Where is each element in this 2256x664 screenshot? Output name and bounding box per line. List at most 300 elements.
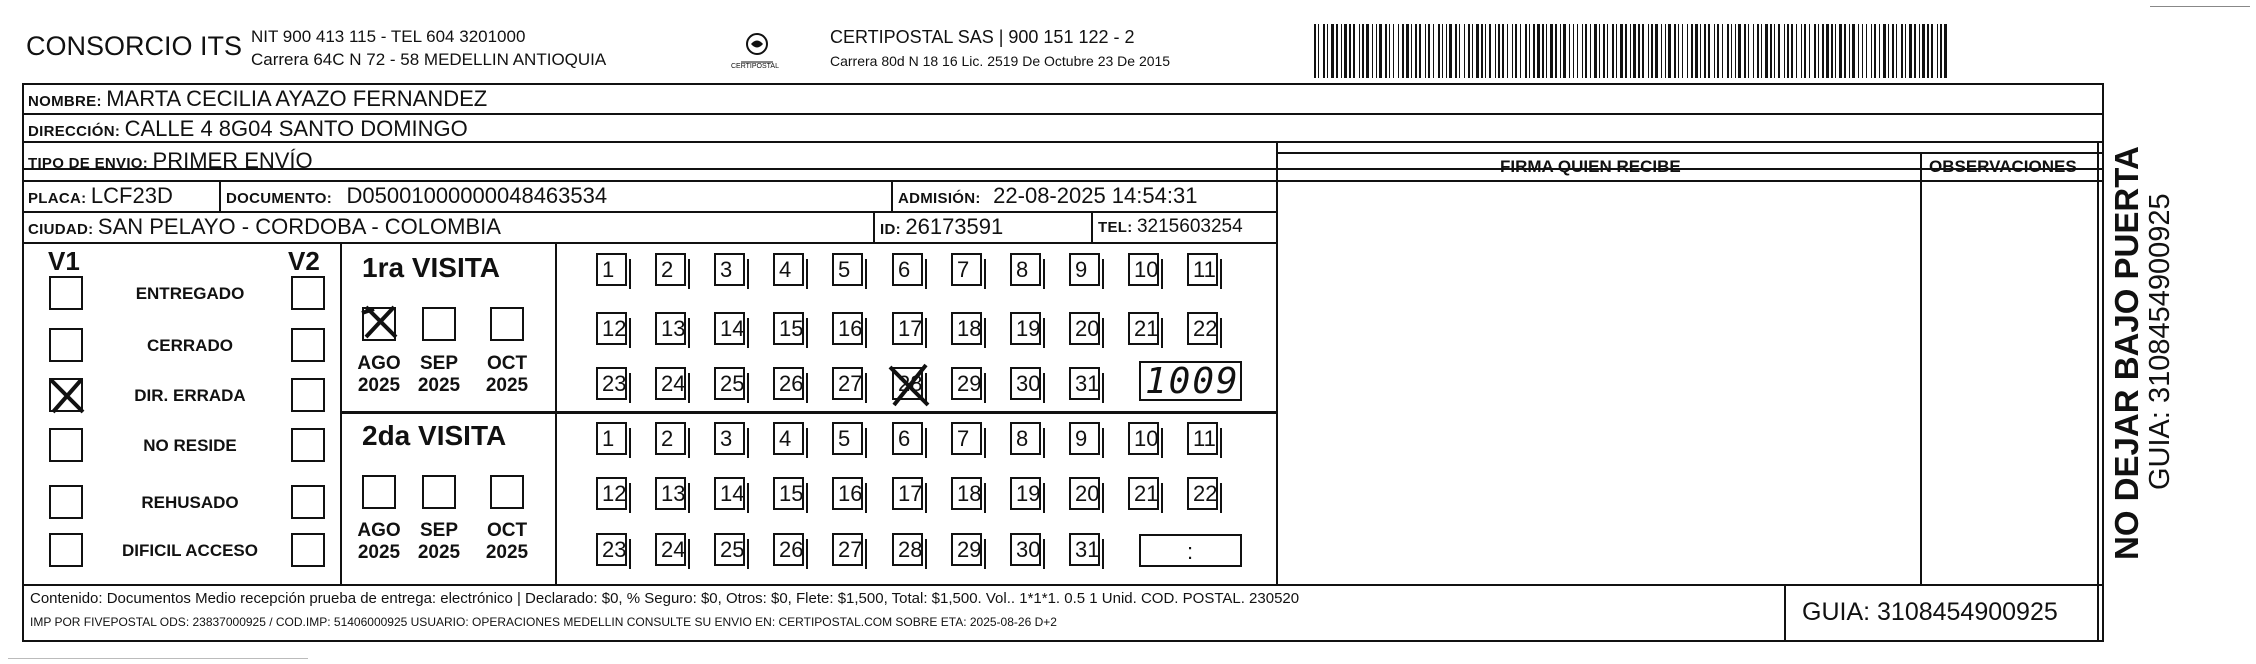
barcode-bar bbox=[1520, 24, 1521, 78]
barcode-bar bbox=[1327, 24, 1328, 78]
barcode-bar bbox=[1801, 24, 1802, 78]
placa-label: PLACA: bbox=[28, 190, 87, 207]
barcode-bar bbox=[1761, 24, 1762, 78]
month-year: 2025 bbox=[485, 541, 529, 563]
barcode-bar bbox=[1537, 24, 1540, 78]
visit2-day-box[interactable]: 3 bbox=[714, 422, 745, 455]
barcode-bar bbox=[1512, 24, 1513, 78]
id-value: 26173591 bbox=[905, 214, 1004, 239]
visit2-day-box[interactable]: 18 bbox=[951, 477, 982, 510]
barcode-bar bbox=[1796, 24, 1797, 78]
direccion-row bbox=[28, 118, 468, 140]
barcode-bar bbox=[1603, 24, 1605, 78]
barcode-bar bbox=[1630, 24, 1631, 78]
barcode-bar bbox=[1502, 24, 1504, 78]
barcode-bar bbox=[1425, 24, 1426, 78]
barcode-bar bbox=[1359, 24, 1360, 78]
barcode-bar bbox=[1638, 24, 1640, 78]
visit1-day-box[interactable]: 7 bbox=[951, 253, 982, 286]
barcode-bar bbox=[1625, 24, 1627, 78]
visit2-day-box[interactable]: 13 bbox=[655, 477, 686, 510]
visit1-day-box[interactable]: 3 bbox=[714, 253, 745, 286]
visit2-day-box[interactable]: 17 bbox=[892, 477, 923, 510]
barcode-bar bbox=[1914, 24, 1916, 78]
v2-checkbox[interactable] bbox=[291, 428, 325, 462]
barcode-bar bbox=[1753, 24, 1754, 78]
barcode-bar bbox=[1849, 24, 1850, 78]
barcode-bar bbox=[1727, 24, 1729, 78]
month-year: 2025 bbox=[357, 374, 401, 396]
footer-guia: GUIA: 3108454900925 bbox=[1802, 598, 2058, 626]
barcode-bar bbox=[1826, 24, 1829, 78]
month-year: 2025 bbox=[417, 374, 461, 396]
status-label: DIR. ERRADA bbox=[134, 386, 246, 405]
barcode-bar bbox=[1616, 24, 1617, 78]
barcode-bar bbox=[1323, 24, 1325, 78]
barcode-bar bbox=[1814, 24, 1816, 78]
barcode-bar bbox=[1700, 24, 1701, 78]
barcode-bar bbox=[1831, 24, 1833, 78]
v2-checkbox[interactable] bbox=[291, 276, 325, 310]
barcode-bar bbox=[1866, 24, 1867, 78]
visit1-month-checkbox-checked[interactable] bbox=[362, 307, 396, 341]
barcode-bar bbox=[1738, 24, 1741, 78]
visit1-day-box[interactable]: 25 bbox=[714, 367, 745, 400]
month-label bbox=[414, 520, 464, 564]
visit1-day-box[interactable]: 23 bbox=[596, 367, 627, 400]
barcode-bar bbox=[1896, 24, 1897, 78]
barcode-bar bbox=[1883, 24, 1886, 78]
barcode-bar bbox=[1411, 24, 1412, 78]
visit1-day-box[interactable]: 12 bbox=[596, 312, 627, 345]
barcode-bar bbox=[1691, 24, 1693, 78]
barcode-bar bbox=[1529, 24, 1530, 78]
visit1-day-box[interactable]: 19 bbox=[1010, 312, 1041, 345]
visit2-day-box[interactable]: 9 bbox=[1069, 422, 1100, 455]
form-frame bbox=[22, 83, 2104, 642]
visit1-day-box[interactable]: 11 bbox=[1187, 253, 1218, 286]
barcode-bar bbox=[1438, 24, 1440, 78]
barcode-bar bbox=[1744, 24, 1746, 78]
visit1-day-box[interactable]: 27 bbox=[832, 367, 863, 400]
barcode-bar bbox=[1787, 24, 1789, 78]
day-cross-mark bbox=[886, 361, 934, 414]
id-row bbox=[880, 216, 1003, 238]
tel-label: TEL: bbox=[1098, 219, 1133, 236]
nombre-label: NOMBRE: bbox=[28, 93, 102, 110]
barcode-bar bbox=[1389, 24, 1390, 78]
barcode-bar bbox=[1835, 24, 1836, 78]
visit2-day-box[interactable]: 5 bbox=[832, 422, 863, 455]
barcode-bar bbox=[1599, 24, 1600, 78]
visit2-day-box[interactable]: 25 bbox=[714, 533, 745, 566]
visit2-month-checkbox[interactable] bbox=[490, 475, 524, 509]
barcode-bar bbox=[1844, 24, 1846, 78]
admision-row bbox=[898, 185, 1197, 207]
documento-value: D05001000000048463534 bbox=[346, 183, 608, 208]
barcode-bar bbox=[1695, 24, 1698, 78]
barcode-bar bbox=[1735, 24, 1736, 78]
barcode-bar bbox=[1353, 24, 1355, 78]
tipo-envio-value: PRIMER ENVÍO bbox=[152, 148, 313, 173]
barcode-bar bbox=[1774, 24, 1775, 78]
month-name: SEP bbox=[419, 520, 459, 541]
visit2-day-box[interactable]: 12 bbox=[596, 477, 627, 510]
barcode-bar bbox=[1455, 24, 1457, 78]
visit1-day-box[interactable]: 13 bbox=[655, 312, 686, 345]
visit2-day-box[interactable]: 29 bbox=[951, 533, 982, 566]
barcode-bar bbox=[1607, 24, 1608, 78]
barcode-bar bbox=[1927, 24, 1929, 78]
footer-content: Contenido: Documentos Medio recepción prueba de entrega: electrónico | Declarado: $0, % Seguro: $0, Otros: $0, Flete: $1,500, Total: $1,500. Vol.. 1*1*1. 0.5 1 Unid. COD. POSTAL. 230520 bbox=[30, 590, 1300, 607]
barcode-bar bbox=[1651, 24, 1653, 78]
barcode-bar bbox=[1341, 24, 1342, 78]
barcode-bar bbox=[1804, 24, 1806, 78]
barcode-bar bbox=[1489, 24, 1491, 78]
barcode-bar bbox=[1791, 24, 1793, 78]
barcode-bar bbox=[1765, 24, 1768, 78]
status-label: NO RESIDE bbox=[143, 436, 237, 455]
visit1-title: 1ra VISITA bbox=[362, 252, 500, 283]
barcode-bar bbox=[1714, 24, 1715, 78]
month-label bbox=[414, 353, 464, 397]
barcode-bar bbox=[1665, 24, 1666, 78]
month-name: AGO bbox=[357, 353, 401, 374]
side-guia bbox=[2146, 110, 2186, 490]
barcode-bar bbox=[1555, 24, 1557, 78]
courier-address: Carrera 80d N 18 16 Lic. 2519 De Octubre 23 De 2015 bbox=[830, 53, 1171, 69]
documento-row bbox=[226, 185, 607, 207]
visit1-day-box[interactable]: 21 bbox=[1128, 312, 1159, 345]
barcode-bar bbox=[1318, 24, 1319, 78]
visit1-day-box[interactable]: 30 bbox=[1010, 367, 1041, 400]
barcode-bar bbox=[1433, 24, 1434, 78]
barcode-bar bbox=[1620, 24, 1623, 78]
nombre-row bbox=[28, 88, 487, 110]
visit1-day-box[interactable]: 22 bbox=[1187, 312, 1218, 345]
firma-header: FIRMA QUIEN RECIBE bbox=[1500, 157, 1681, 176]
direccion-value: CALLE 4 8G04 SANTO DOMINGO bbox=[124, 116, 468, 141]
visit1-day-box[interactable]: 5 bbox=[832, 253, 863, 286]
visit2-day-box[interactable]: 20 bbox=[1069, 477, 1100, 510]
company-name: CONSORCIO ITS bbox=[26, 31, 243, 61]
v1-checkbox[interactable] bbox=[49, 428, 83, 462]
barcode-bar bbox=[1376, 24, 1377, 78]
visit2-day-box[interactable]: 23 bbox=[596, 533, 627, 566]
visit2-day-box[interactable]: 8 bbox=[1010, 422, 1041, 455]
visit1-day-box[interactable]: 17 bbox=[892, 312, 923, 345]
barcode-bar bbox=[1585, 24, 1587, 78]
barcode-bar bbox=[1678, 24, 1679, 78]
barcode-bar bbox=[1582, 24, 1583, 78]
visit2-day-box[interactable]: 16 bbox=[832, 477, 863, 510]
barcode-bar bbox=[1717, 24, 1719, 78]
barcode-bar bbox=[1871, 24, 1872, 78]
barcode-bar bbox=[1379, 24, 1382, 78]
barcode-bar bbox=[1633, 24, 1636, 78]
barcode-bar bbox=[1569, 24, 1570, 78]
footer-print-info: IMP POR FIVEPOSTAL ODS: 23837000925 / COD.IMP: 51406000925 USUARIO: OPERACIONES MEDELLIN CONSULTE SU ENVIO EN: CERTIPOSTAL.COM SOBRE ETA: 2025-08-26 D+2 bbox=[30, 615, 1057, 629]
barcode-bar bbox=[1336, 24, 1338, 78]
visit1-day-box[interactable]: 9 bbox=[1069, 253, 1100, 286]
barcode-bar bbox=[1349, 24, 1351, 78]
v1-checkbox[interactable] bbox=[49, 328, 83, 362]
barcode-bar bbox=[1481, 24, 1483, 78]
barcode-bar bbox=[1937, 24, 1938, 78]
visit1-month-checkbox[interactable] bbox=[422, 307, 456, 341]
visit2-day-box[interactable]: 27 bbox=[832, 533, 863, 566]
no-dejar-bajo-puerta: NO DEJAR BAJO PUERTA bbox=[2108, 146, 2145, 560]
barcode-bar bbox=[1687, 24, 1688, 78]
v1-checkbox[interactable] bbox=[49, 276, 83, 310]
visit1-day-box[interactable]: 18 bbox=[951, 312, 982, 345]
barcode-bar bbox=[1704, 24, 1706, 78]
id-label: ID: bbox=[880, 221, 901, 238]
visit2-day-box[interactable]: 26 bbox=[773, 533, 804, 566]
barcode-bar bbox=[1784, 24, 1785, 78]
nombre-value: MARTA CECILIA AYAZO FERNANDEZ bbox=[106, 86, 488, 111]
visit2-day-box[interactable]: 10 bbox=[1128, 422, 1159, 455]
visit1-time-handwritten: 1009 bbox=[1145, 361, 1240, 402]
month-year: 2025 bbox=[417, 541, 461, 563]
barcode-bar bbox=[1442, 24, 1443, 78]
company-address: Carrera 64C N 72 - 58 MEDELLIN ANTIOQUIA bbox=[251, 50, 607, 69]
barcode-bar bbox=[1398, 24, 1399, 78]
barcode-bar bbox=[1874, 24, 1876, 78]
visit2-day-box[interactable]: 7 bbox=[951, 422, 982, 455]
barcode-bar bbox=[1515, 24, 1517, 78]
barcode-bar bbox=[1892, 24, 1894, 78]
visit1-day-box-crossed[interactable]: 28 bbox=[892, 367, 923, 400]
visit1-month-checkbox[interactable] bbox=[490, 307, 524, 341]
barcode-bar bbox=[1464, 24, 1465, 78]
visit1-day-box[interactable]: 15 bbox=[773, 312, 804, 345]
visit1-day-box[interactable]: 16 bbox=[832, 312, 863, 345]
month-label bbox=[354, 353, 404, 397]
v2-checkbox[interactable] bbox=[291, 378, 325, 412]
barcode-bar bbox=[1668, 24, 1671, 78]
barcode-bar bbox=[1594, 24, 1597, 78]
placa-row bbox=[28, 185, 173, 207]
visit2-day-box[interactable]: 11 bbox=[1187, 422, 1218, 455]
barcode-bar bbox=[1682, 24, 1683, 78]
barcode-bar bbox=[1406, 24, 1409, 78]
barcode-bar bbox=[1590, 24, 1591, 78]
v1-checkbox[interactable] bbox=[49, 533, 83, 567]
visit1-time-box[interactable] bbox=[1139, 361, 1242, 401]
admision-label: ADMISIÓN: bbox=[898, 190, 981, 207]
visit2-day-box[interactable]: 21 bbox=[1128, 477, 1159, 510]
month-name: OCT bbox=[486, 520, 528, 541]
status-label: REHUSADO bbox=[141, 493, 239, 512]
month-name: SEP bbox=[419, 353, 459, 374]
barcode-bar bbox=[1495, 24, 1496, 78]
visit2-day-box[interactable]: 22 bbox=[1187, 477, 1218, 510]
visit2-day-box[interactable]: 31 bbox=[1069, 533, 1100, 566]
visit2-day-box[interactable]: 2 bbox=[655, 422, 686, 455]
barcode bbox=[1310, 22, 1950, 80]
visit2-day-box[interactable]: 24 bbox=[655, 533, 686, 566]
v2-checkbox[interactable] bbox=[291, 533, 325, 567]
observaciones-header: OBSERVACIONES bbox=[1929, 157, 2077, 176]
barcode-bar bbox=[1674, 24, 1676, 78]
barcode-bar bbox=[1402, 24, 1404, 78]
barcode-bar bbox=[1661, 24, 1662, 78]
barcode-bar bbox=[1708, 24, 1710, 78]
visit1-day-box[interactable]: 4 bbox=[773, 253, 804, 286]
barcode-bar bbox=[1446, 24, 1447, 78]
visit1-day-box[interactable]: 26 bbox=[773, 367, 804, 400]
barcode-bar bbox=[1459, 24, 1460, 78]
v2-checkbox[interactable] bbox=[291, 485, 325, 519]
status-label: CERRADO bbox=[147, 336, 233, 355]
month-year: 2025 bbox=[485, 374, 529, 396]
barcode-bar bbox=[1485, 24, 1486, 78]
barcode-bar bbox=[1922, 24, 1925, 78]
barcode-bar bbox=[1909, 24, 1912, 78]
barcode-bar bbox=[1362, 24, 1364, 78]
barcode-bar bbox=[1822, 24, 1824, 78]
barcode-bar bbox=[1331, 24, 1334, 78]
barcode-bar bbox=[1415, 24, 1417, 78]
barcode-bar bbox=[1722, 24, 1723, 78]
visit2-day-box[interactable]: 28 bbox=[892, 533, 923, 566]
month-year: 2025 bbox=[357, 541, 401, 563]
v2-checkbox[interactable] bbox=[291, 328, 325, 362]
visit2-day-box[interactable]: 4 bbox=[773, 422, 804, 455]
barcode-bar bbox=[1498, 24, 1500, 78]
barcode-bar bbox=[1560, 24, 1561, 78]
v1-label: V1 bbox=[48, 246, 80, 276]
barcode-bar bbox=[1476, 24, 1479, 78]
status-label: DIFICIL ACCESO bbox=[121, 541, 258, 560]
barcode-bar bbox=[1655, 24, 1658, 78]
barcode-bar bbox=[1748, 24, 1749, 78]
visit2-day-box[interactable]: 30 bbox=[1010, 533, 1041, 566]
direccion-label: DIRECCIÓN: bbox=[28, 123, 121, 140]
v1-checkbox[interactable] bbox=[49, 485, 83, 519]
barcode-bar bbox=[1862, 24, 1863, 78]
v2-label: V2 bbox=[288, 246, 320, 276]
visit1-day-box[interactable]: 8 bbox=[1010, 253, 1041, 286]
tel-row bbox=[1098, 217, 1243, 236]
barcode-bar bbox=[1888, 24, 1889, 78]
barcode-bar bbox=[1472, 24, 1473, 78]
barcode-bar bbox=[1944, 24, 1947, 78]
barcode-bar bbox=[1642, 24, 1644, 78]
barcode-bar bbox=[1428, 24, 1430, 78]
barcode-bar bbox=[1573, 24, 1574, 78]
visit2-time-separator: : bbox=[1187, 539, 1194, 564]
visit1-day-box[interactable]: 10 bbox=[1128, 253, 1159, 286]
barcode-bar bbox=[1940, 24, 1942, 78]
visit2-time-box[interactable] bbox=[1139, 534, 1242, 567]
barcode-bar bbox=[1344, 24, 1347, 78]
month-name: AGO bbox=[357, 520, 401, 541]
courier-name: CERTIPOSTAL SAS | 900 151 122 - 2 bbox=[830, 27, 1135, 47]
v1-checkbox-checked[interactable] bbox=[49, 378, 83, 412]
tel-value: 3215603254 bbox=[1136, 216, 1243, 237]
barcode-bar bbox=[1778, 24, 1780, 78]
barcode-bar bbox=[1533, 24, 1535, 78]
barcode-bar bbox=[1905, 24, 1906, 78]
visit2-day-box[interactable]: 15 bbox=[773, 477, 804, 510]
barcode-bar bbox=[1542, 24, 1544, 78]
ciudad-value: SAN PELAYO - CORDOBA - COLOMBIA bbox=[97, 214, 501, 239]
visit1-day-box[interactable]: 20 bbox=[1069, 312, 1100, 345]
visit1-day-box[interactable]: 2 bbox=[655, 253, 686, 286]
barcode-bar bbox=[1507, 24, 1508, 78]
visit1-day-box[interactable]: 29 bbox=[951, 367, 982, 400]
company-nit: NIT 900 413 115 - TEL 604 3201000 bbox=[251, 27, 526, 46]
barcode-bar bbox=[1648, 24, 1649, 78]
status-label: ENTREGADO bbox=[135, 284, 245, 303]
barcode-bar bbox=[1770, 24, 1772, 78]
barcode-bar bbox=[1393, 24, 1394, 78]
ciudad-label: CIUDAD: bbox=[28, 221, 94, 238]
logo-text: CERTIPOSTAL bbox=[731, 63, 779, 70]
barcode-bar bbox=[1546, 24, 1547, 78]
month-label bbox=[354, 520, 404, 564]
visit1-day-box[interactable]: 24 bbox=[655, 367, 686, 400]
barcode-bar bbox=[1550, 24, 1553, 78]
barcode-bar bbox=[1731, 24, 1732, 78]
visit2-day-box[interactable]: 14 bbox=[714, 477, 745, 510]
visit2-day-box[interactable]: 6 bbox=[892, 422, 923, 455]
visit2-day-box[interactable]: 19 bbox=[1010, 477, 1041, 510]
barcode-bar bbox=[1449, 24, 1452, 78]
barcode-bar bbox=[1858, 24, 1859, 78]
barcode-bar bbox=[1419, 24, 1421, 78]
barcode-bar bbox=[1563, 24, 1566, 78]
visit2-month-checkbox[interactable] bbox=[422, 475, 456, 509]
barcode-bar bbox=[1757, 24, 1759, 78]
barcode-bar bbox=[1525, 24, 1527, 78]
barcode-bar bbox=[1366, 24, 1369, 78]
barcode-bar bbox=[1314, 24, 1316, 78]
tipo-envio-row bbox=[28, 150, 313, 172]
visit2-title: 2da VISITA bbox=[362, 420, 507, 451]
barcode-bar bbox=[1919, 24, 1920, 78]
visit1-day-box[interactable]: 1 bbox=[596, 253, 627, 286]
placa-value: LCF23D bbox=[90, 183, 173, 208]
visit1-day-box[interactable]: 31 bbox=[1069, 367, 1100, 400]
ciudad-row bbox=[28, 216, 501, 238]
barcode-bar bbox=[1839, 24, 1842, 78]
tipo-envio-label: TIPO DE ENVIO: bbox=[28, 155, 149, 172]
barcode-bar bbox=[1468, 24, 1470, 78]
barcode-bar bbox=[1385, 24, 1387, 78]
month-label bbox=[482, 520, 532, 564]
barcode-bar bbox=[1879, 24, 1880, 78]
barcode-bar bbox=[1818, 24, 1819, 78]
visit1-day-box[interactable]: 14 bbox=[714, 312, 745, 345]
barcode-bar bbox=[1612, 24, 1614, 78]
month-name: OCT bbox=[486, 353, 528, 374]
visit2-day-box[interactable]: 1 bbox=[596, 422, 627, 455]
barcode-bar bbox=[1901, 24, 1903, 78]
documento-label: DOCUMENTO: bbox=[226, 190, 333, 207]
month-label bbox=[482, 353, 532, 397]
barcode-bar bbox=[1372, 24, 1373, 78]
visit2-month-checkbox[interactable] bbox=[362, 475, 396, 509]
visit1-day-box[interactable]: 6 bbox=[892, 253, 923, 286]
barcode-bar bbox=[1931, 24, 1933, 78]
barcode-bar bbox=[1577, 24, 1578, 78]
barcode-bar bbox=[1809, 24, 1810, 78]
admision-value: 22-08-2025 14:54:31 bbox=[993, 183, 1198, 208]
side-guia-text: GUIA: 3108454900925 bbox=[2144, 193, 2176, 490]
